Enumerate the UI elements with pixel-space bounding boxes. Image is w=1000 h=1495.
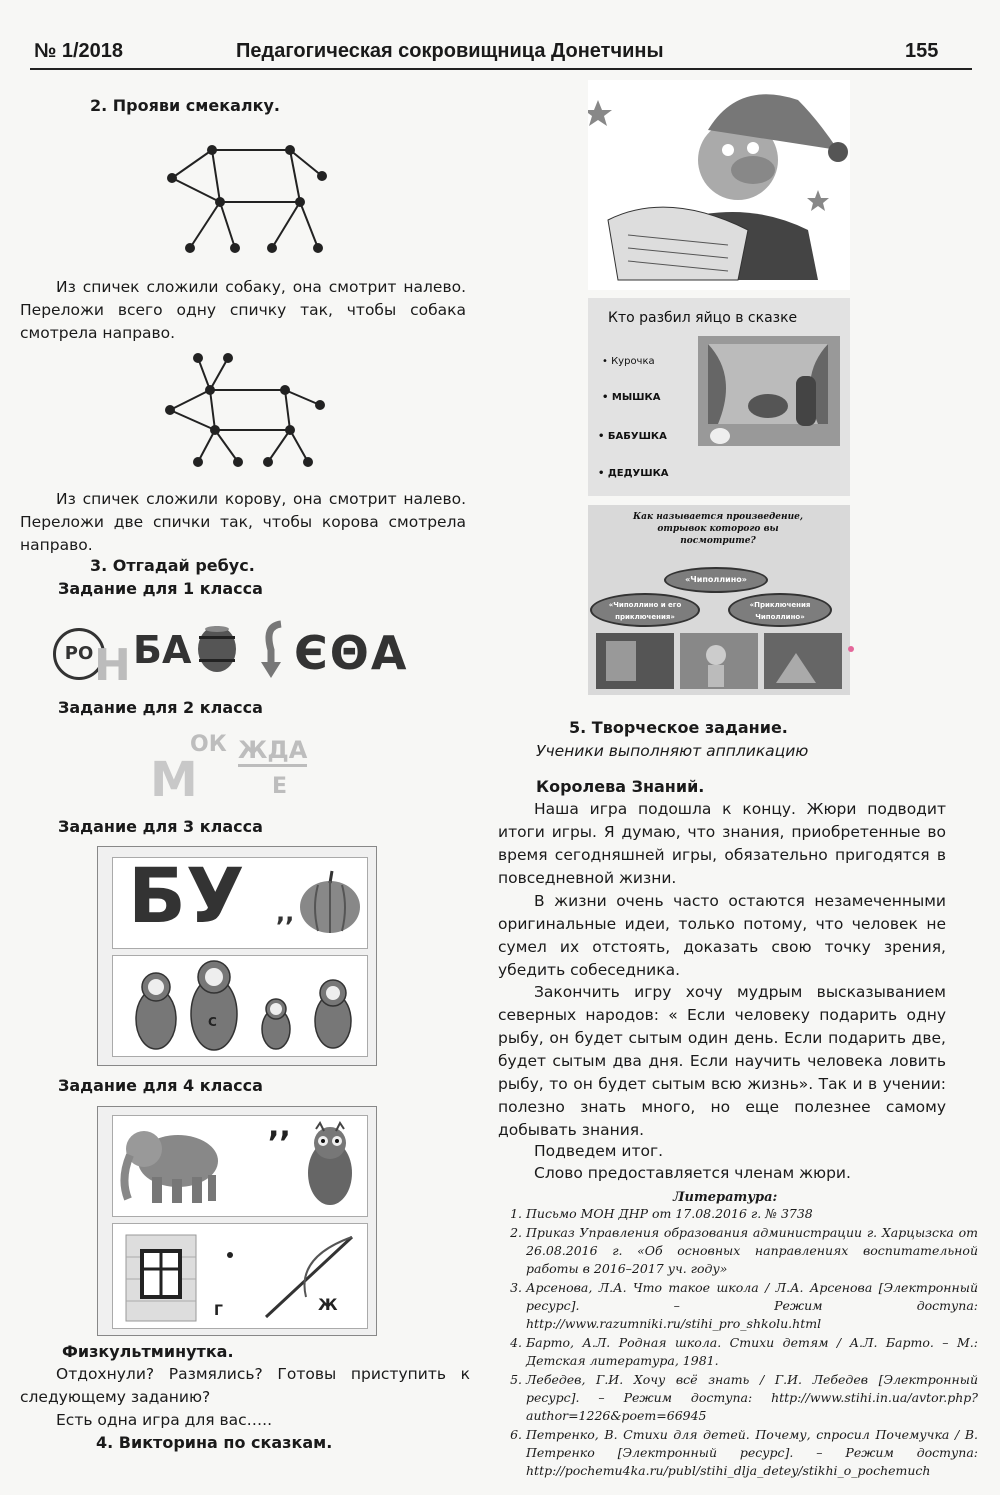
rebus-2-zhda: ЖДА [238, 736, 307, 767]
match-dog-figure [150, 130, 340, 260]
rebus-3-bu: БУ [128, 851, 245, 940]
arrow-down-icon [256, 620, 296, 682]
queen-paragraph-2: В жизни очень часто остаются незамеченными оригинальные идеи, только потому, что человек не сумел их отстоять, доказать свою точку зрения, убедить собеседника. [498, 892, 946, 979]
rebus-4-g: Г [214, 1303, 223, 1319]
rebus-2-m: М [150, 752, 198, 808]
slide-3-option-1: «Чиполлино» [664, 567, 768, 593]
fairy-tale-room-image [698, 336, 840, 446]
reference-item: 1. Письмо МОН ДНР от 17.08.2016 г. № 3738 [526, 1205, 978, 1223]
cow-task-text: Из спичек сложили корову, она смотрит налево. Переложи две спички так, чтобы корова смотрела направо. [20, 490, 466, 554]
queen-paragraph-3: Закончить игру хочу мудрым высказыванием северных народов: « Если человеку подарить одну рыбу, он будет сытым один день. Если подарить две, будет сытым два дня. Если научить человека ловить рыбу, то он будет сытым всю жизнь». Так и в учении: полезно знать много, но еще полезнее самому добывать знания. [498, 983, 946, 1139]
fizkultminutka-text: Отдохнули? Размялись? Готовы приступить к следующему заданию? [20, 1365, 470, 1406]
queen-paragraph-4: Подведем итог. [534, 1142, 664, 1160]
section-3-title: 3. Отгадай ребус. [90, 556, 255, 575]
rebus-3-c: С [208, 1015, 217, 1029]
fizkultminutka-title: Физкультминутка. [62, 1342, 234, 1361]
rebus-2-e: Е [272, 774, 288, 799]
reference-item: 6. Петренко, В. Стихи для детей. Почему, спросил Почемучка / В. Петренко [Электронный ресурс]. – Режим доступа: http://pochemu4ka.ru/publ/stihi_dlja_detey/stikhi_o_pochemuch [526, 1426, 978, 1480]
rebus-4-zh: Ж [318, 1295, 338, 1314]
rebus-3-image [97, 846, 377, 1066]
section-2-title: 2. Прояви смекалку. [90, 96, 280, 115]
reference-item: 5. Лебедев, Г.И. Хочу всё знать / Г.И. Лебедев [Электронный ресурс]. – Режим доступа: http://www.stihi.in.ua/avtor.php?author=1226&poem=66945 [526, 1371, 978, 1425]
slide-cipollino-quiz [588, 505, 850, 695]
matryoshka-dolls-icon [128, 959, 358, 1054]
match-cow-figure [150, 350, 340, 475]
slide-3-film-frames [596, 633, 842, 691]
slide-3-question: Как называется произведение, отрывок которого вы посмотрите? [632, 512, 803, 546]
rebus-1-efa: ЄΘА [294, 626, 409, 680]
dog-task-text: Из спичек сложили собаку, она смотрит налево. Переложи всего одну спичку так, чтобы собака смотрела направо. [20, 278, 466, 342]
header-rule [30, 68, 972, 70]
rebus-1-n: Н [94, 640, 131, 691]
literature-title: Литература: [673, 1190, 778, 1205]
slide-3-option-3: «Приключения Чиполлино» [728, 593, 832, 627]
rebus-3-comma: ,, [276, 899, 295, 927]
task-4-label: Задание для 4 класса [58, 1076, 263, 1095]
rebus-4-image [97, 1106, 377, 1336]
section-5-title: 5. Творческое задание. [569, 718, 788, 737]
slide-2-option-2: • МЫШКА [602, 392, 661, 403]
queen-paragraph-1: Наша игра подошла к концу. Жюри подводит итоги игры. Я думаю, что знания, приобретенные во время сегодняшней игры, обязательно пригодятся в повседневной жизни. [498, 800, 946, 887]
task-1-label: Задание для 1 класса [58, 579, 263, 598]
queen-title: Королева Знаний. [536, 777, 705, 796]
fizkultminutka-text-2: Есть одна игра для вас….. [56, 1411, 273, 1429]
reference-item: 2. Приказ Управления образования администрации г. Харцызска от 26.08.2016 г. «Об основных направлениях воспитательной работы в 2016–2017 уч. году» [526, 1224, 978, 1278]
reference-item: 4. Барто, А.Л. Родная школа. Стихи детям / А.Л. Барто. – М.: Детская литература, 1981. [526, 1334, 978, 1370]
slide-2-title: Кто разбил яйцо в сказке [608, 310, 798, 326]
fairy-tale-storyteller-image [588, 80, 850, 290]
rebus-1-ro: РО [53, 628, 105, 680]
pumpkin-icon [298, 867, 362, 937]
rebus-2 [150, 730, 350, 810]
references-list [498, 1205, 978, 1481]
rebus-2-ok: ОК [190, 732, 227, 757]
rebus-1-ba: БА [133, 628, 192, 672]
rebus-4-comma: ,, [268, 1109, 291, 1144]
journal-title: Педагогическая сокровищница Донетчины [236, 40, 664, 62]
queen-paragraph-5: Слово предоставляется членам жюри. [534, 1164, 851, 1182]
elephant-icon [116, 1119, 226, 1209]
section-5-subtitle: Ученики выполняют аппликацию [536, 742, 809, 760]
task-3-label: Задание для 3 класса [58, 817, 263, 836]
slide-3-option-2: «Чиполлино и его приключения» [590, 593, 700, 627]
slide-2-option-1: • Курочка [602, 356, 655, 367]
task-2-label: Задание для 2 класса [58, 698, 263, 717]
barrel-icon [196, 624, 238, 674]
section-4-title: 4. Викторина по сказкам. [96, 1433, 333, 1452]
reference-item: 3. Арсенова, Л.А. Что такое школа / Л.А. Арсенова [Электронный ресурс]. – Режим доступа: http://www.razumniki.ru/stihi_pro_shkolu.html [526, 1279, 978, 1333]
rebus-1 [50, 620, 450, 690]
slide-who-broke-egg [588, 298, 850, 496]
owl-icon [302, 1121, 358, 1209]
page-number: 155 [905, 40, 939, 62]
issue-number: № 1/2018 [34, 40, 124, 62]
slide-2-option-4: • ДЕДУШКА [598, 468, 669, 479]
slide-2-option-3: • БАБУШКА [598, 431, 667, 442]
pink-dot [848, 646, 854, 652]
